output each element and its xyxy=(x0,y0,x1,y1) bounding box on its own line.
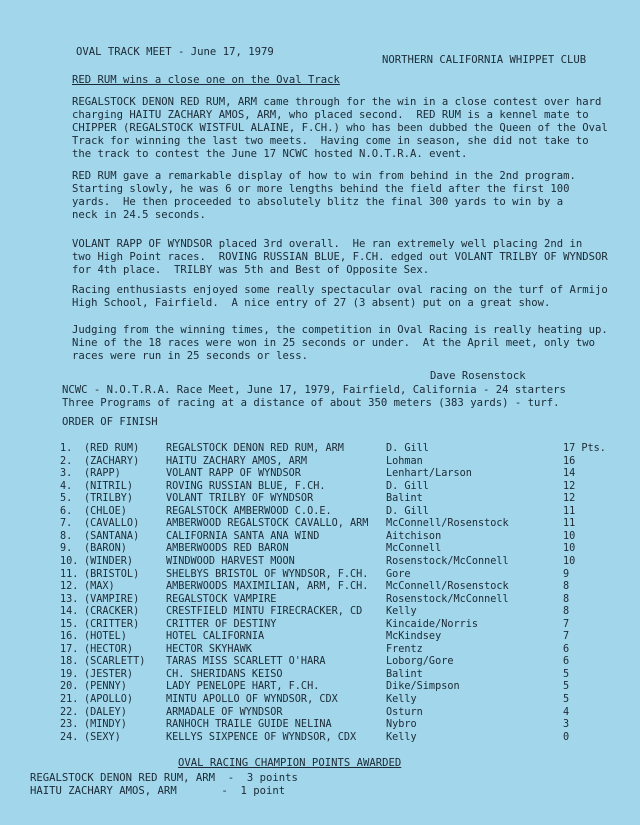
place-number: 6. xyxy=(60,505,73,517)
owner-name: McConnell/Rosenstock xyxy=(386,581,509,593)
points: 9 xyxy=(563,568,570,580)
call-name: (HECTOR) xyxy=(84,643,134,655)
paragraph-line: two High Point races. ROVING RUSSIAN BLUE, F.CH. edged out VOLANT TRILBY OF WYNDSOR xyxy=(72,251,608,263)
table-row xyxy=(60,580,600,592)
table-row xyxy=(60,492,600,504)
table-row xyxy=(60,643,600,655)
table-row xyxy=(60,555,600,567)
place-number: 13. xyxy=(60,593,79,605)
owner-name: Lohman xyxy=(386,455,423,467)
table-row xyxy=(60,505,600,517)
dog-name: AMBERWOODS MAXIMILIAN, ARM, F.CH. xyxy=(166,581,369,593)
call-name: (CAVALLO) xyxy=(84,518,140,530)
club-name: NORTHERN CALIFORNIA WHIPPET CLUB xyxy=(382,54,587,66)
points: 10 xyxy=(563,543,576,555)
points: 7 xyxy=(563,618,570,630)
points: 8 xyxy=(563,606,570,618)
dog-name: HECTOR SKYHAWK xyxy=(166,643,252,655)
table-row xyxy=(60,480,600,492)
table-row xyxy=(60,655,600,667)
points: 10 xyxy=(563,530,576,542)
champion-line-2: HAITU ZACHARY AMOS, ARM - 1 point xyxy=(30,785,286,797)
call-name: (JESTER) xyxy=(84,668,134,680)
call-name: (CRACKER) xyxy=(84,606,140,618)
dog-name: REGALSTOCK AMBERWOOD C.O.E. xyxy=(166,505,332,517)
call-name: (SANTANA) xyxy=(84,530,140,542)
paragraph-2 xyxy=(72,170,602,222)
paragraph-line: races were run in 25 seconds or less. xyxy=(72,350,308,362)
place-number: 2. xyxy=(60,455,73,467)
dog-name: CALIFORNIA SANTA ANA WIND xyxy=(166,530,320,542)
points: 8 xyxy=(563,581,570,593)
owner-name: Gore xyxy=(386,568,411,580)
place-number: 12. xyxy=(60,581,79,593)
table-row xyxy=(60,668,600,680)
points: 14 xyxy=(563,468,576,480)
owner-name: Loborg/Gore xyxy=(386,656,454,668)
owner-name: McConnell xyxy=(386,543,442,555)
points: 7 xyxy=(563,631,570,643)
place-number: 5. xyxy=(60,493,73,505)
place-number: 21. xyxy=(60,694,79,705)
place-number: 20. xyxy=(60,681,79,693)
dog-name: HAITU ZACHARY AMOS, ARM xyxy=(166,455,308,467)
table-row xyxy=(60,467,600,479)
paragraph-line: yards. He then proceeded to absolutely blitz the final 300 yards to win by a xyxy=(72,196,564,208)
dog-name: CRITTER OF DESTINY xyxy=(166,618,277,630)
owner-name: Kelly xyxy=(386,731,417,743)
call-name: (VAMPIRE) xyxy=(84,593,140,605)
owner-name: McKindsey xyxy=(386,631,442,643)
table-row xyxy=(60,693,600,705)
owner-name: Kelly xyxy=(386,694,417,705)
points: 6 xyxy=(563,643,570,655)
paragraph-line: Judging from the winning times, the competition in Oval Racing is really heating up. xyxy=(72,324,608,336)
paragraph-line: REGALSTOCK DENON RED RUM, ARM came through for the win in a close contest over hard xyxy=(72,96,602,108)
points: 12 xyxy=(563,480,576,492)
owner-name: Aitchison xyxy=(386,530,442,542)
place-number: 4. xyxy=(60,480,73,492)
dog-name: AMBERWOOD REGALSTOCK CAVALLO, ARM xyxy=(166,518,369,530)
author: Dave Rosenstock xyxy=(430,370,526,382)
points: 10 xyxy=(563,555,576,567)
dog-name: HOTEL CALIFORNIA xyxy=(166,631,265,643)
place-number: 9. xyxy=(60,543,73,555)
paragraph-line: Track for winning the last two meets. Having come in season, she did not take to xyxy=(72,135,589,147)
table-row xyxy=(60,455,600,467)
points: 3 xyxy=(563,719,570,731)
dog-name: MINTU APOLLO OF WYNDSOR, CDX xyxy=(166,694,338,705)
points: 5 xyxy=(563,668,570,680)
points: 16 xyxy=(563,455,576,467)
place-number: 22. xyxy=(60,706,79,718)
place-number: 8. xyxy=(60,530,73,542)
place-number: 10. xyxy=(60,555,79,567)
dog-name: SHELBYS BRISTOL OF WYNDSOR, F.CH. xyxy=(166,568,369,580)
table-row xyxy=(60,568,600,580)
place-number: 17. xyxy=(60,643,79,655)
table-row xyxy=(60,517,600,529)
place-number: 18. xyxy=(60,656,79,668)
call-name: (HOTEL) xyxy=(84,631,127,643)
dog-name: REGALSTOCK DENON RED RUM, ARM xyxy=(166,443,344,454)
owner-name: Dike/Simpson xyxy=(386,681,460,693)
place-number: 24. xyxy=(60,731,79,743)
owner-name: D. Gill xyxy=(386,443,429,454)
paragraph-4 xyxy=(72,284,608,310)
table-row xyxy=(60,442,606,454)
place-number: 14. xyxy=(60,606,79,618)
table-row xyxy=(60,605,600,617)
place-number: 15. xyxy=(60,618,79,630)
call-name: (TRILBY) xyxy=(84,493,134,505)
call-name: (BRISTOL) xyxy=(84,568,140,580)
owner-name: Rosenstock/McConnell xyxy=(386,593,509,605)
points: 6 xyxy=(563,656,570,668)
table-row xyxy=(60,718,600,730)
call-name: (DALEY) xyxy=(84,706,127,718)
dog-name: KELLYS SIXPENCE OF WYNDSOR, CDX xyxy=(166,731,357,743)
call-name: (MINDY) xyxy=(84,719,127,731)
points: 0 xyxy=(563,731,570,743)
place-number: 16. xyxy=(60,631,79,643)
call-name: (RAPP) xyxy=(84,468,121,480)
paragraph-line: the track to contest the June 17 NCWC hosted N.O.T.R.A. event. xyxy=(72,148,468,160)
table-row xyxy=(60,706,600,718)
dog-name: RANHOCH TRAILE GUIDE NELINA xyxy=(166,719,332,731)
paragraph-line: neck in 24.5 seconds. xyxy=(72,209,206,221)
dog-name: WINDWOOD HARVEST MOON xyxy=(166,555,295,567)
dog-name: VOLANT TRILBY OF WYNDSOR xyxy=(166,493,314,505)
paragraph-line: CHIPPER (REGALSTOCK WISTFUL ALAINE, F.CH.) who has been dubbed the Queen of the Oval xyxy=(72,122,608,134)
points: 4 xyxy=(563,706,570,718)
call-name: (SEXY) xyxy=(84,731,121,743)
owner-name: Lenhart/Larson xyxy=(386,468,472,480)
call-name: (APOLLO) xyxy=(84,694,134,705)
points: 17 Pts. xyxy=(563,443,606,454)
points: 11 xyxy=(563,505,576,517)
place-number: 1. xyxy=(60,443,73,454)
paragraph-3 xyxy=(72,238,608,277)
dog-name: CH. SHERIDANS KEISO xyxy=(166,668,283,680)
meet-info-line-1: NCWC - N.O.T.R.A. Race Meet, June 17, 1979, Fairfield, California - 24 starters xyxy=(62,384,566,396)
call-name: (MAX) xyxy=(84,581,115,593)
points: 8 xyxy=(563,593,570,605)
dog-name: TARAS MISS SCARLETT O'HARA xyxy=(166,656,326,668)
owner-name: Rosenstock/McConnell xyxy=(386,555,509,567)
place-number: 3. xyxy=(60,468,73,480)
owner-name: McConnell/Rosenstock xyxy=(386,518,509,530)
points: 5 xyxy=(563,694,570,705)
meet-title: OVAL TRACK MEET - June 17, 1979 xyxy=(76,46,274,58)
owner-name: Osturn xyxy=(386,706,423,718)
champion-heading: OVAL RACING CHAMPION POINTS AWARDED xyxy=(178,757,402,769)
dog-name: ARMADALE OF WYNDSOR xyxy=(166,706,283,718)
owner-name: Kincaide/Norris xyxy=(386,618,479,630)
call-name: (PENNY) xyxy=(84,681,127,693)
call-name: (NITRIL) xyxy=(84,480,134,492)
place-number: 19. xyxy=(60,668,79,680)
dog-name: AMBERWOODS RED BARON xyxy=(166,543,289,555)
table-row xyxy=(60,618,600,630)
points: 12 xyxy=(563,493,576,505)
call-name: (CHLOE) xyxy=(84,505,127,517)
owner-name: Balint xyxy=(386,493,423,505)
dog-name: VOLANT RAPP OF WYNDSOR xyxy=(166,468,301,480)
paragraph-line: High School, Fairfield. A nice entry of 27 (3 absent) put on a great show. xyxy=(72,297,551,309)
dog-name: CRESTFIELD MINTU FIRECRACKER, CD xyxy=(166,606,363,618)
paragraph-line: RED RUM gave a remarkable display of how to win from behind in the 2nd program. xyxy=(72,170,576,182)
call-name: (SCARLETT) xyxy=(84,656,146,668)
call-name: (BARON) xyxy=(84,543,127,555)
paragraph-line: Nine of the 18 races were won in 25 seconds or under. At the April meet, only two xyxy=(72,337,595,349)
table-row xyxy=(60,680,600,692)
champion-line-1: REGALSTOCK DENON RED RUM, ARM - 3 points xyxy=(30,772,298,784)
call-name: (WINDER) xyxy=(84,555,134,567)
call-name: (RED RUM) xyxy=(84,443,140,454)
dog-name: LADY PENELOPE HART, F.CH. xyxy=(166,681,320,693)
table-row xyxy=(60,542,600,554)
owner-name: Kelly xyxy=(386,606,417,618)
owner-name: D. Gill xyxy=(386,505,429,517)
paragraph-line: charging HAITU ZACHARY AMOS, ARM, who placed second. RED RUM is a kennel mate to xyxy=(72,109,589,121)
paragraph-5 xyxy=(72,324,608,363)
call-name: (CRITTER) xyxy=(84,618,140,630)
owner-name: Nybro xyxy=(386,719,417,731)
owner-name: Frentz xyxy=(386,643,423,655)
table-row xyxy=(60,593,600,605)
finish-heading: ORDER OF FINISH xyxy=(62,416,158,428)
headline: RED RUM wins a close one on the Oval Track xyxy=(72,74,340,86)
paragraph-line: Starting slowly, he was 6 or more lengths behind the field after the first 100 xyxy=(72,183,570,195)
owner-name: Balint xyxy=(386,668,423,680)
table-row xyxy=(60,630,600,642)
place-number: 23. xyxy=(60,719,79,731)
points: 5 xyxy=(563,681,570,693)
table-row xyxy=(60,731,600,743)
place-number: 7. xyxy=(60,518,73,530)
paragraph-line: VOLANT RAPP OF WYNDSOR placed 3rd overall. He ran extremely well placing 2nd in xyxy=(72,238,583,250)
meet-info-line-2: Three Programs of racing at a distance of about 350 meters (383 yards) - turf. xyxy=(62,397,560,409)
place-number: 11. xyxy=(60,568,79,580)
paragraph-line: for 4th place. TRILBY was 5th and Best of Opposite Sex. xyxy=(72,264,430,276)
dog-name: REGALSTOCK VAMPIRE xyxy=(166,593,277,605)
dog-name: ROVING RUSSIAN BLUE, F.CH. xyxy=(166,480,326,492)
points: 11 xyxy=(563,518,576,530)
owner-name: D. Gill xyxy=(386,480,429,492)
paragraph-line: Racing enthusiasts enjoyed some really spectacular oval racing on the turf of Armijo xyxy=(72,284,608,296)
paragraph-1 xyxy=(72,96,608,161)
call-name: (ZACHARY) xyxy=(84,455,140,467)
table-row xyxy=(60,530,600,542)
